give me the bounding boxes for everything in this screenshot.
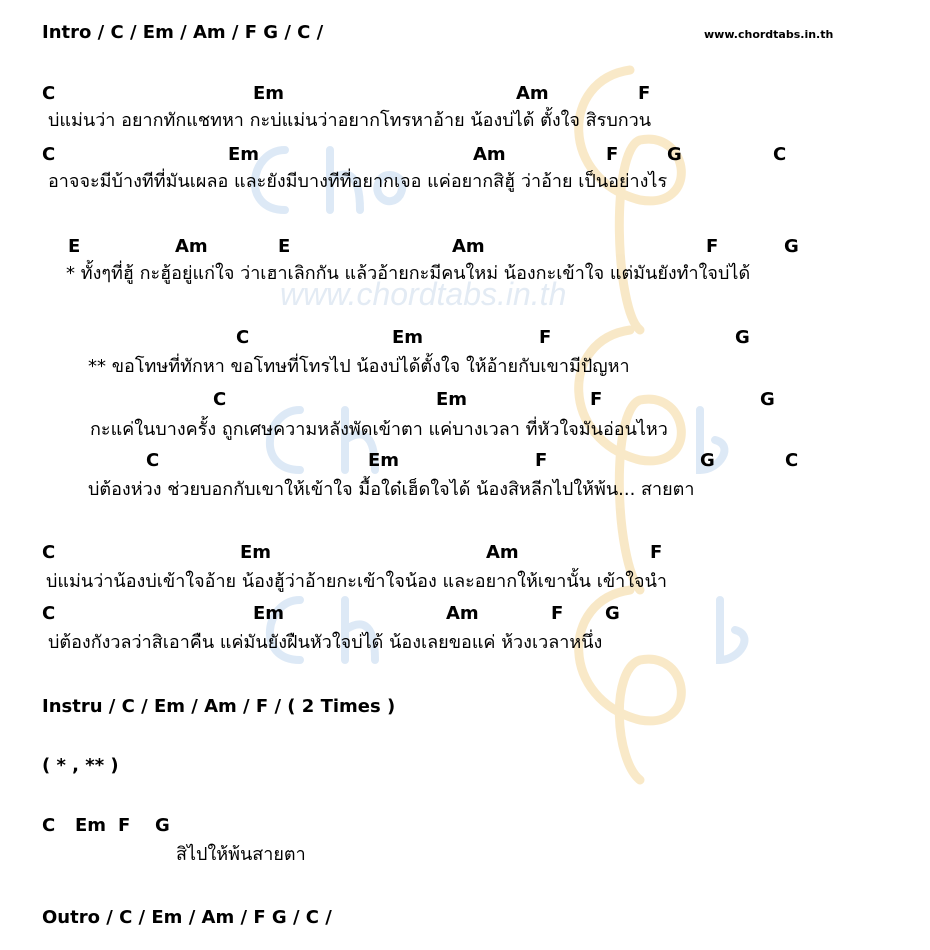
chord: C — [42, 144, 56, 165]
chord: G — [700, 450, 715, 471]
lyric-line: บ่แม่นว่า อยากทักแชทหา กะบ่แม่นว่าอยากโทรหาอ้าย น้องบ่ได้ ตั้งใจ สิรบกวน — [48, 110, 652, 131]
chord: F — [535, 450, 548, 471]
chord: C — [42, 542, 56, 563]
chord: F — [551, 603, 564, 624]
chord: G — [760, 389, 775, 410]
lyric-line: ** ขอโทษที่ทักหา ขอโทษที่โทรไป น้องบ่ได้ตั้งใจ ให้อ้ายกับเขามีปัญหา — [88, 356, 630, 377]
lyric-line: บ่ต้องห่วง ช่วยบอกกับเขาให้เข้าใจ มื้อใด๋เฮ็ดใจได้ น้องสิหลีกไปให้พ้น... สายตา — [88, 479, 695, 500]
lyric-line: สิไปให้พ้นสายตา — [176, 844, 306, 865]
chord: C — [42, 603, 56, 624]
chord: Am — [486, 542, 519, 563]
chord: Em — [253, 83, 285, 104]
lyric-line: บ่ต้องกังวลว่าสิเอาคืน แค่มันยังฝืนหัวใจบ่ได้ น้องเลยขอแค่ ห้วงเวลาหนึ่ง — [48, 632, 603, 653]
chord: Em — [253, 603, 285, 624]
chord: Am — [516, 83, 549, 104]
chord: G — [667, 144, 682, 165]
chord: Em — [368, 450, 400, 471]
chord: F — [638, 83, 651, 104]
chord: Em — [392, 327, 424, 348]
instru-line: Instru / C / Em / Am / F / ( 2 Times ) — [42, 696, 396, 717]
chord: E — [278, 236, 291, 257]
chord: Em — [436, 389, 468, 410]
chord: C — [213, 389, 227, 410]
chord: F — [606, 144, 619, 165]
lyric-line: กะแค่ในบางครั้ง ถูกเศษความหลังพัดเข้าตา แค่บางเวลา ที่หัวใจมันอ่อนไหว — [90, 419, 668, 440]
chord: Em — [240, 542, 272, 563]
outro-line: Outro / C / Em / Am / F G / C / — [42, 907, 332, 928]
chord: G — [735, 327, 750, 348]
lyric-line: * ทั้งๆที่ฮู้ กะฮู้อยู่แก่ใจ ว่าเฮาเลิกกัน แล้วอ้ายกะมีคนใหม่ น้องกะเข้าใจ แต่มันยังทำใจบ่ได้ — [66, 263, 751, 284]
chord: F — [539, 327, 552, 348]
chord: C — [236, 327, 250, 348]
chord: F — [118, 815, 131, 836]
lyric-line: อาจจะมีบ้างทีที่มันเผลอ และยังมีบางทีที่อยากเจอ แค่อยากสิฮู้ ว่าอ้าย เป็นอย่างไร — [48, 171, 668, 192]
chord: G — [605, 603, 620, 624]
chord: C — [773, 144, 787, 165]
repeat-marker: ( * , ** ) — [42, 755, 119, 776]
chord: C — [42, 83, 56, 104]
chord: F — [706, 236, 719, 257]
chord: Em — [75, 815, 107, 836]
intro-line: Intro / C / Em / Am / F G / C / — [42, 22, 324, 43]
svg-text:www.chordtabs.in.th: www.chordtabs.in.th — [280, 276, 567, 312]
chord: Am — [175, 236, 208, 257]
chord: F — [650, 542, 663, 563]
chord: Am — [452, 236, 485, 257]
chord: C — [42, 815, 56, 836]
chord: E — [68, 236, 81, 257]
chord: C — [146, 450, 160, 471]
chord: G — [784, 236, 799, 257]
chord: Am — [473, 144, 506, 165]
lyric-line: บ่แม่นว่าน้องบ่เข้าใจอ้าย น้องฮู้ว่าอ้ายกะเข้าใจน้อง และอยากให้เขานั้น เข้าใจนำ — [46, 571, 668, 592]
chord: Am — [446, 603, 479, 624]
chord: C — [785, 450, 799, 471]
chord: G — [155, 815, 170, 836]
chord: F — [590, 389, 603, 410]
site-url: www.chordtabs.in.th — [704, 28, 834, 41]
chord: Em — [228, 144, 260, 165]
